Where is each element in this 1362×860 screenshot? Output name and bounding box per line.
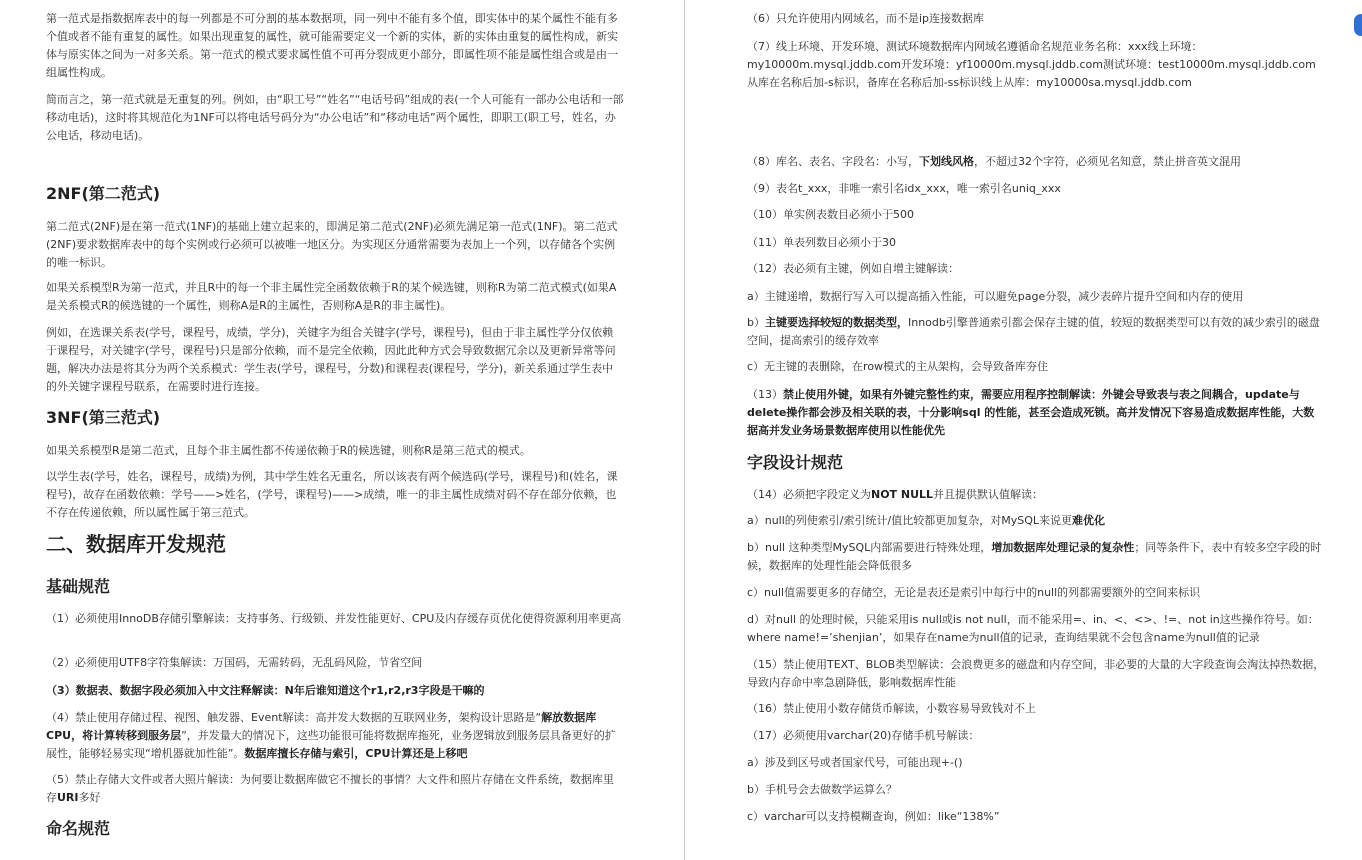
paragraph-2nf-model: 如果关系模型R为第一范式，并且R中的每一个非主属性完全函数依赖于R的某个候选键，则称R为第二范式模式(如果A是关系模式R的候选键的一个属性，则称A是R的主属性，否则称A是R的非主属性)。 [46, 281, 617, 312]
paragraph-2nf-definition: 第二范式(2NF)是在第一范式(1NF)的基础上建立起来的，即满足第二范式(2NF)必须先满足第一范式(1NF)。第二范式(2NF)要求数据库表中的每个实例或行必须可以被唯一地区分。为实现区分通常需要为表加上一个列，以存储各个实例的唯一标识。 [46, 220, 618, 269]
paragraph-1nf-example: 简而言之，第一范式就是无重复的列。例如，由“职工号”“姓名”“电话号码”组成的表(一个人可能有一部办公电话和一部移动电话)，这时将其规范化为1NF可以将电话号码分为“办公电话”和“移动电话”两个属性，即职工(职工号，姓名，办公电话，移动电话)。 [46, 93, 624, 142]
rule-14-c: c）null值需要更多的存储空，无论是表还是索引中每行中的null的列都需要额外的空间来标识 [747, 586, 1201, 599]
rule-14-a: a）null的列使索引/索引统计/值比较都更加复杂，对MySQL来说更难优化 [747, 514, 1105, 527]
heading-dev-standards: 二、数据库开发规范 [46, 532, 226, 556]
rule-17-c: c）varchar可以支持模糊查询，例如：like“138%” [747, 810, 1000, 823]
rule-17-b: b）手机号会去做数学运算么？ [747, 783, 897, 796]
rule-12: （12）表必须有主键，例如自增主键解读： [747, 262, 959, 275]
page-divider [684, 0, 685, 860]
heading-field-design: 字段设计规范 [747, 453, 844, 472]
rule-5: （5）禁止存储大文件或者大照片解读：为何要让数据库做它不擅长的事情？大文件和照片存储在文件系统，数据库里存URI多好 [46, 773, 614, 804]
rule-13: （13）禁止使用外键，如果有外键完整性约束，需要应用程序控制解读：外键会导致表与表之间耦合，update与delete操作都会涉及相关联的表，十分影响sql 的性能，甚至会造成死锁。高并发情况下容易造成数据库性能，大数据高并发业务场景数据库使用以性能优先 [747, 388, 1315, 437]
paragraph-2nf-example: 例如，在选课关系表(学号，课程号，成绩，学分)，关键字为组合关键字(学号，课程号)，但由于非主属性学分仅依赖于课程号，对关键字(学号，课程号)只是部分依赖，而不是完全依赖，因此此种方式会导致数据冗余以及更新异常等问题，解决办法是将其分为两个关系模式：学生表(学号，课程号，分数)和课程表(课程号，学分)，新关系通过学生表中的外关键字课程号联系，在需要时进行连接。 [46, 326, 616, 393]
heading-basic-standards: 基础规范 [46, 577, 111, 596]
rule-15: （15）禁止使用TEXT、BLOB类型解读：会浪费更多的磁盘和内存空间，非必要的大量的大字段查询会淘汰掉热数据，导致内存命中率急剧降低，影响数据库性能 [747, 658, 1325, 689]
rule-7: （7）线上环境、开发环境、测试环境数据库内网域名遵循命名规范业务名称：xxx线上环境：my10000m.mysql.jddb.com开发环境：yf10000m.mysql.jddb.com测试环境：test10000m.mysql.jddb.com从库在名称后加-s标识，备库在名称后加-ss标识线上从库：my10000sa.mysql.jddb.com [747, 40, 1316, 89]
rule-8: （8）库名、表名、字段名：小写，下划线风格，不超过32个字符，必须见名知意，禁止拼音英文混用 [747, 155, 1241, 168]
rule-9: （9）表名t_xxx，非唯一索引名idx_xxx，唯一索引名uniq_xxx [747, 182, 1061, 195]
floating-widget-icon[interactable] [1354, 14, 1362, 36]
paragraph-3nf-example: 以学生表(学号，姓名，课程号，成绩)为例，其中学生姓名无重名，所以该表有两个候选码(学号，课程号)和(姓名，课程号)，故存在函数依赖：学号——>姓名，(学号，课程号)——>成绩，唯一的非主属性成绩对码不存在部分依赖，也不存在传递依赖，所以属性属于第三范式。 [46, 470, 618, 519]
heading-2nf: 2NF(第二范式) [46, 184, 161, 203]
rule-11: （11）单表列数目必须小于30 [747, 236, 896, 249]
paragraph-3nf-definition: 如果关系模型R是第二范式，且每个非主属性都不传递依赖于R的候选键，则称R是第三范式的模式。 [46, 444, 531, 457]
paragraph-1nf-definition: 第一范式是指数据库表中的每一列都是不可分割的基本数据项，同一列中不能有多个值，即实体中的某个属性不能有多个值或者不能有重复的属性。如果出现重复的属性，就可能需要定义一个新的实体，新的实体由重复的属性构成，新实体与原实体之间为一对多关系。第一范式的模式要求属性值不可再分裂成更小部分，即属性项不能是属性组合或是由一组属性构成。 [46, 12, 618, 79]
rule-4: （4）禁止使用存储过程、视图、触发器、Event解读：高并发大数据的互联网业务，架构设计思路是“解放数据库CPU，将计算转移到服务层”，并发量大的情况下，这些功能很可能将数据库拖死，业务逻辑放到服务层具备更好的扩展性，能够轻易实现“增机器就加性能”。数据库擅长存储与索引，CPU计算还是上移吧 [46, 711, 616, 760]
rule-12-b: b）主键要选择较短的数据类型，Innodb引擎普通索引都会保存主键的值，较短的数据类型可以有效的减少索引的磁盘空间，提高索引的缓存效率 [747, 316, 1320, 347]
heading-naming-standards: 命名规范 [46, 819, 111, 838]
rule-3: （3）数据表、数据字段必须加入中文注释解读：N年后谁知道这个r1,r2,r3字段是干嘛的 [46, 684, 485, 697]
rule-12-c: c）无主键的表删除，在row模式的主从架构，会导致备库夯住 [747, 360, 1049, 373]
rule-17-a: a）涉及到区号或者国家代号，可能出现+-() [747, 756, 963, 769]
rule-14-b: b）null 这种类型MySQL内部需要进行特殊处理，增加数据库处理记录的复杂性；同等条件下，表中有较多空字段的时候，数据库的处理性能会降低很多 [747, 541, 1322, 572]
rule-12-a: a）主键递增，数据行写入可以提高插入性能，可以避免page分裂，减少表碎片提升空间和内存的使用 [747, 290, 1244, 303]
heading-3nf: 3NF(第三范式) [46, 408, 161, 427]
rule-2: （2）必须使用UTF8字符集解读：万国码，无需转码，无乱码风险，节省空间 [46, 656, 423, 669]
rule-17: （17）必须使用varchar(20)存储手机号解读： [747, 729, 980, 742]
right-page [686, 0, 1362, 860]
rule-14-d: d）对null 的处理时候，只能采用is null或is not null，而不能采用=、in、<、<>、!=、not in这些操作符号。如：where name!=’shenjian’，如果存在name为null值的记录，查询结果就不会包含name为null值的记录 [747, 613, 1319, 644]
rule-16: （16）禁止使用小数存储货币解读，小数容易导致钱对不上 [747, 702, 1036, 715]
rule-6: （6）只允许使用内网域名，而不是ip连接数据库 [747, 12, 985, 25]
rule-14: （14）必须把字段定义为NOT NULL并且提供默认值解读： [747, 488, 1044, 501]
rule-10: （10）单实例表数目必须小于500 [747, 208, 914, 221]
rule-1: （1）必须使用InnoDB存储引擎解读：支持事务、行级锁、并发性能更好、CPU及内存缓存页优化使得资源利用率更高 [46, 612, 622, 625]
